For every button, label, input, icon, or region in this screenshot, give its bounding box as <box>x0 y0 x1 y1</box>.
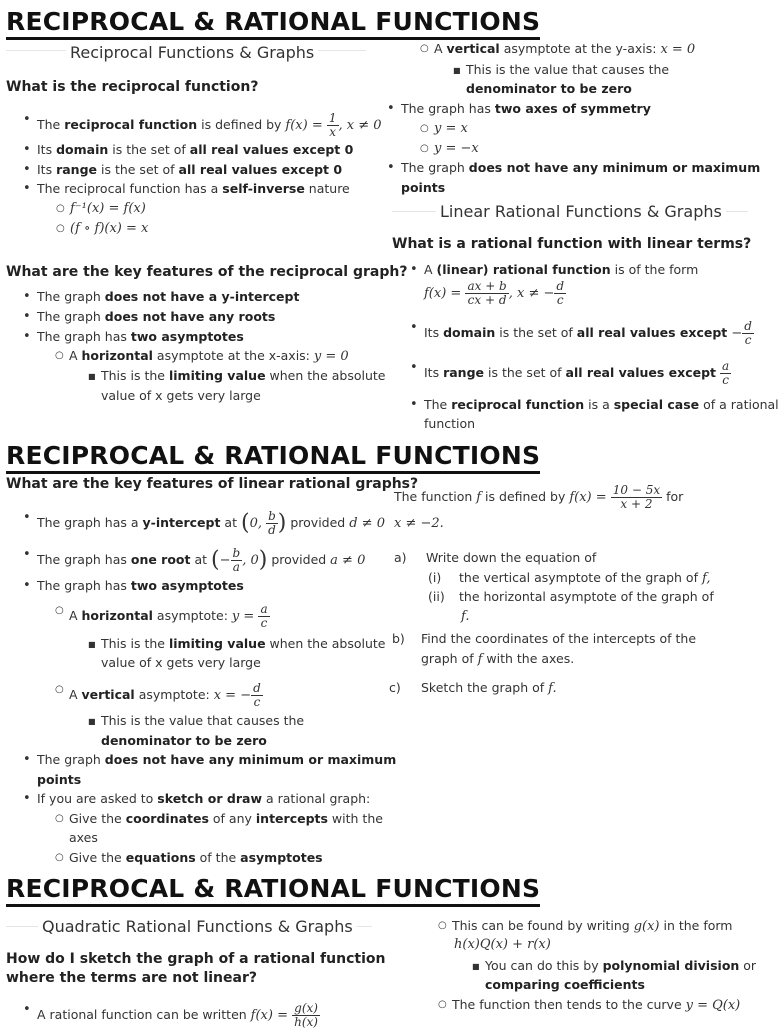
note-limiting-value-line2: value of x gets very large <box>101 388 261 403</box>
part-a-ii-f: f. <box>461 609 470 624</box>
sub-give-asymptotes: ○ Give the equations of the asymptotes <box>69 850 323 866</box>
note-linear-denominator-zero-line2: denominator to be zero <box>101 733 267 748</box>
subtitle-linear-rational: Linear Rational Functions & Graphs <box>436 202 726 221</box>
question-linear-terms: What is a rational function with linear terms? <box>392 236 752 252</box>
note-limiting-value: ■ This is the limiting value when the absolute <box>101 368 386 384</box>
subtitle-reciprocal: Reciprocal Functions & Graphs <box>66 43 318 62</box>
part-b-text: Find the coordinates of the intercepts of the <box>421 631 697 646</box>
bullet-linear-no-min-max: • The graph does not have any minimum or maximum <box>37 752 396 768</box>
part-a-i-label: (i) <box>428 570 442 585</box>
bullet-two-asymptotes: • The graph has two asymptotes <box>37 329 244 345</box>
bullet-axes-of-symmetry: • The graph has two axes of symmetry <box>401 101 651 117</box>
sub-composition-identity: ○ (f ∘ f)(x) = x <box>70 221 148 237</box>
sub-vertical-asymptote: ○ A vertical asymptote at the y-axis: x = 0 <box>434 41 695 58</box>
part-b-label: b) <box>392 631 405 646</box>
sub-linear-horizontal-asymptote: ○ A horizontal asymptote: y = $\frac{a}{c}$ <box>69 603 270 630</box>
part-b-text-line2: graph of f with the axes. <box>421 651 575 667</box>
bullet-definition: • The reciprocal function is defined by f(x) = $\frac{1}{x}$ , x ≠ 0 <box>37 112 382 139</box>
bullet-no-y-intercept: • The graph does not have a y-intercept <box>37 289 299 305</box>
bullet-range: • Its range is the set of all real values except 0 <box>37 162 342 178</box>
note-linear-denominator-zero: ■ This is the value that causes the <box>101 713 304 729</box>
note-denominator-zero-line2: denominator to be zero <box>466 81 632 96</box>
part-a-i-text: the vertical asymptote of the graph of f, <box>459 570 711 586</box>
bullet-y-intercept: • The graph has a y-intercept at (0, $\frac{b}{d}$ ) provided d ≠ 0 <box>37 510 385 537</box>
sub-symmetry-y-eq-x: ○ y = x <box>434 121 468 137</box>
sub-linear-vertical-asymptote: ○ A vertical asymptote: x = − $\frac{d}{c}$ <box>69 682 263 709</box>
bullet-no-min-max: • The graph does not have any minimum or maximum <box>401 160 760 176</box>
part-c-label: c) <box>389 680 401 695</box>
question-nonlinear-sketch: How do I sketch the graph of a rational function where the terms are not linear? <box>6 951 386 986</box>
section-banner-3: RECIPROCAL & RATIONAL FUNCTIONS <box>6 874 540 907</box>
bullet-special-case-line2: function <box>424 416 476 431</box>
section-banner-1: RECIPROCAL & RATIONAL FUNCTIONS <box>6 7 540 40</box>
bullet-no-roots: • The graph does not have any roots <box>37 309 275 325</box>
example-definition: The function f is defined by f(x) = $\frac{10 - 5x}{x + 2}$ for <box>394 483 684 511</box>
bullet-no-min-max-line2: points <box>401 180 446 195</box>
bullet-self-inverse: • The reciprocal function has a self-inverse nature <box>37 181 350 197</box>
subtitle-quadratic-rational: Quadratic Rational Functions & Graphs <box>38 917 357 936</box>
bullet-linear-form: • A (linear) rational function is of the form <box>424 262 698 278</box>
bullet-linear-two-asymptotes: • The graph has two asymptotes <box>37 578 244 594</box>
bullet-linear-range: • Its range is the set of all real values except $\frac{a}{c}$ <box>424 360 731 387</box>
question-key-features: What are the key features of the reciprocal graph? <box>6 264 408 280</box>
bullet-linear-no-min-max-line2: points <box>37 772 82 787</box>
part-a-ii-label: (ii) <box>428 589 445 604</box>
part-a-text: Write down the equation of <box>426 550 597 565</box>
part-a-label: a) <box>394 550 407 565</box>
question-reciprocal-function: What is the reciprocal function? <box>6 79 259 95</box>
sub-polynomial-form: ○ This can be found by writing g(x) in the form <box>452 918 732 935</box>
sub-tends-to-curve: ○ The function then tends to the curve y = Q(x) <box>452 997 740 1014</box>
bullet-one-root: • The graph has one root at (− $\frac{b}{a}$ , 0) provided a ≠ 0 <box>37 547 365 574</box>
sub-give-intercepts: ○ Give the coordinates of any intercepts with the <box>69 811 383 827</box>
sub-inverse-identity: ○ f⁻¹(x) = f(x) <box>70 201 146 217</box>
note-denominator-zero: ■ This is the value that causes the <box>466 62 669 78</box>
sub-symmetry-y-eq-neg-x: ○ y = −x <box>434 141 479 157</box>
bullet-special-case: • The reciprocal function is a special case of a rational <box>424 397 779 413</box>
bullet-sketch-instructions: • If you are asked to sketch or draw a rational graph: <box>37 791 370 807</box>
part-c-text: Sketch the graph of f. <box>421 680 557 696</box>
sub-polynomial-form-line2: h(x)Q(x) + r(x) <box>454 937 551 952</box>
part-a-ii-text: the horizontal asymptote of the graph of <box>459 589 714 604</box>
sub-give-intercepts-line2: axes <box>69 830 98 845</box>
formula-linear-rational: f(x) = $\frac{ax + b}{cx + d}$ , x ≠ − $\frac{d}{c}$ <box>424 279 565 307</box>
section-banner-2: RECIPROCAL & RATIONAL FUNCTIONS <box>6 441 540 474</box>
bullet-domain: • Its domain is the set of all real values except 0 <box>37 142 353 158</box>
question-linear-key-features: What are the key features of linear rational graphs? <box>6 476 419 492</box>
note-polynomial-division: ■ You can do this by polynomial division or <box>485 958 756 974</box>
note-linear-limiting-value: ■ This is the limiting value when the absolute <box>101 636 386 652</box>
example-condition: x ≠ −2. <box>394 516 444 531</box>
note-polynomial-division-line2: comparing coefficients <box>485 977 645 992</box>
bullet-rational-form: • A rational function can be written f(x) = $\frac{g(x)}{h(x)}$ <box>37 1002 320 1029</box>
bullet-linear-domain: • Its domain is the set of all real values except − $\frac{d}{c}$ <box>424 320 754 347</box>
sub-horizontal-asymptote: ○ A horizontal asymptote at the x-axis: y = 0 <box>69 348 349 365</box>
note-linear-limiting-value-line2: value of x gets very large <box>101 655 261 670</box>
